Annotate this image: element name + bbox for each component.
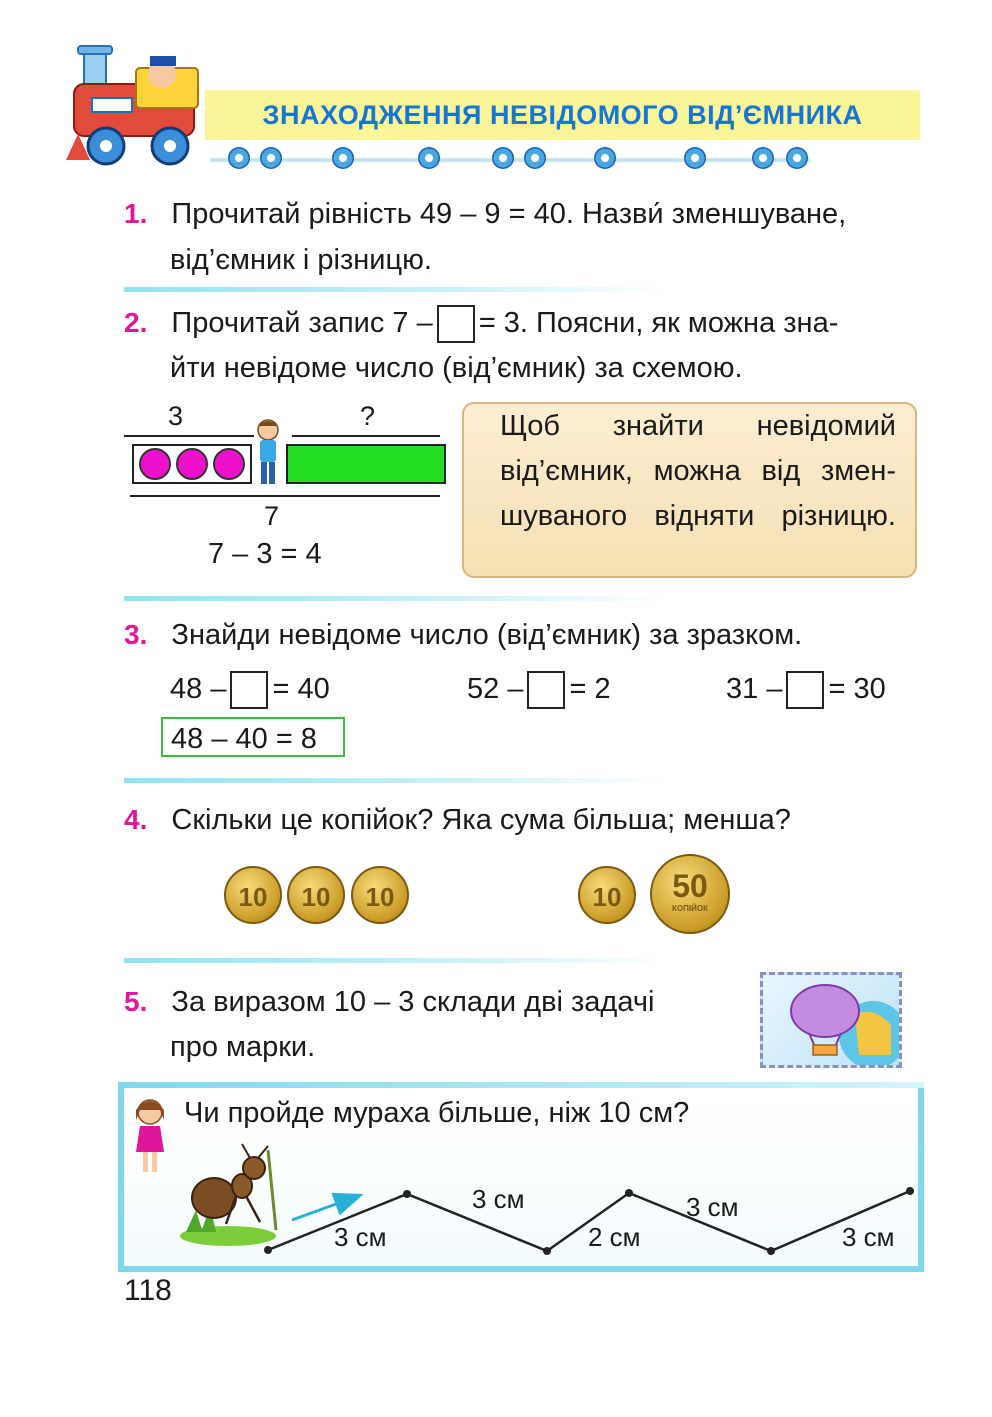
- task-text: Знайди невідоме число (від’ємник) за зразком.: [171, 619, 803, 651]
- task-number: 3.: [124, 619, 148, 650]
- scheme-label-7: 7: [264, 501, 280, 531]
- task-text: Прочитай запис 7 –: [171, 307, 433, 339]
- scheme-label-question: ?: [360, 401, 376, 431]
- coin-value: 50: [672, 868, 708, 904]
- segment-label: 3 см: [686, 1192, 739, 1222]
- example-right: = 2: [569, 673, 611, 705]
- example-left: 52 –: [467, 673, 524, 705]
- scheme-label-3: 3: [168, 401, 184, 431]
- task-number: 1.: [124, 198, 148, 229]
- rule-line: шуваного відняти різницю.: [500, 500, 896, 532]
- task-text-continued: про марки.: [170, 1031, 316, 1063]
- page-title: ЗНАХОДЖЕННЯ НЕВІДОМОГО ВІД’ЄМНИКА: [262, 100, 863, 130]
- task-text: Скільки це копійок? Яка сума більша; менша?: [171, 804, 791, 836]
- path-vertex: [767, 1247, 775, 1255]
- path-vertex: [403, 1190, 411, 1198]
- example-left: 48 –: [170, 673, 227, 705]
- scheme-equation: 7 – 3 = 4: [208, 538, 322, 570]
- rule-line: Щоб знайти невідомий: [500, 410, 896, 442]
- task-text: Прочитай рівність 49 – 9 = 40. Назви́ зменшуване,: [171, 198, 847, 230]
- example-right: = 30: [828, 673, 886, 705]
- task-number: 5.: [124, 986, 148, 1017]
- page-number: 118: [124, 1274, 172, 1307]
- example-right: = 40: [272, 673, 330, 705]
- task-text-continued: йти невідоме число (від’ємник) за схемою.: [170, 352, 743, 384]
- sample-solution: 48 – 40 = 8: [161, 717, 345, 757]
- coin-10-kopecks: 10: [224, 866, 282, 924]
- task-text-continued: від’ємник і різницю.: [170, 244, 432, 276]
- coin-10-kopecks: 10: [287, 866, 345, 924]
- path-vertex: [543, 1247, 551, 1255]
- segment-label: 3 см: [472, 1184, 525, 1214]
- task-text: = 3. Поясни, як можна зна-: [478, 307, 839, 339]
- path-vertex: [906, 1187, 914, 1195]
- task-number: 4.: [124, 804, 148, 835]
- example-left: 31 –: [726, 673, 783, 705]
- path-vertex: [264, 1246, 272, 1254]
- coin-caption: КОПІЙОК: [672, 904, 708, 913]
- path-vertex: [625, 1189, 633, 1197]
- puzzle-question: Чи пройде мураха більше, ніж 10 см?: [184, 1097, 690, 1129]
- task-number: 2.: [124, 307, 148, 338]
- task-text: За виразом 10 – 3 склади дві задачі: [171, 986, 655, 1018]
- rule-line: від’ємник, можна від змен-: [500, 455, 896, 487]
- segment-label: 3 см: [334, 1222, 387, 1252]
- segment-label: 3 см: [842, 1222, 895, 1252]
- coin-10-kopecks: 10: [578, 866, 636, 924]
- segment-label: 2 см: [588, 1222, 641, 1252]
- coin-10-kopecks: 10: [351, 866, 409, 924]
